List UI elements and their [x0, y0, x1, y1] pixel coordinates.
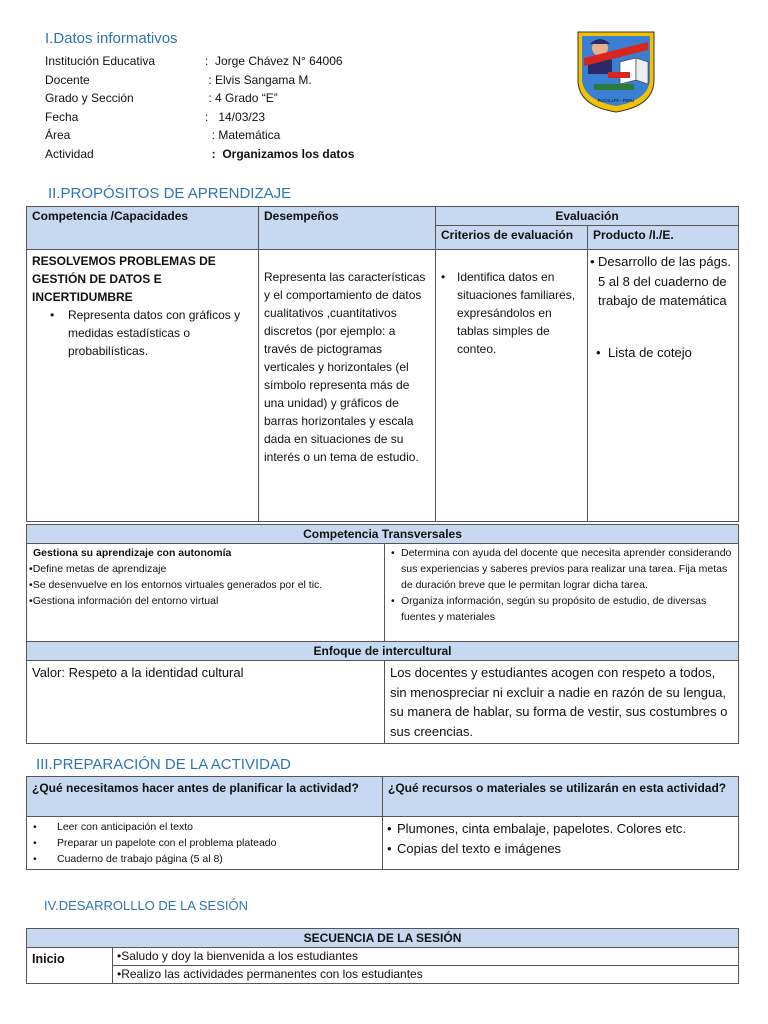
info-value: : Jorge Chávez N° 64006 — [205, 54, 343, 68]
criterio-cell — [436, 250, 588, 522]
section-1-title: I.Datos informativos — [45, 30, 178, 47]
transversal-right — [385, 544, 739, 642]
header-competencia: Competencia /Capacidades — [27, 207, 259, 250]
list-item: • Cuaderno de trabajo página (5 al 8) — [33, 853, 223, 865]
info-row — [45, 52, 354, 71]
bullet-icon: • — [387, 840, 392, 856]
list-item: • Leer con anticipación el texto — [33, 821, 194, 833]
school-crest-logo — [574, 28, 658, 114]
producto-text: Lista de cotejo — [608, 344, 692, 360]
header-evaluacion: Evaluación — [436, 207, 739, 226]
prep-question-1: ¿Qué necesitamos hacer antes de planificar la actividad? — [27, 777, 383, 817]
producto-item — [590, 252, 733, 311]
bullet-icon: • — [387, 821, 392, 836]
bullet-icon: • — [33, 837, 37, 849]
section-4-title: IV.DESARROLLLO DE LA SESIÓN — [44, 898, 248, 913]
info-row — [45, 71, 354, 90]
section-2-title: II.PROPÓSITOS DE APRENDIZAJE — [48, 185, 292, 202]
prep-left-list — [27, 817, 383, 870]
info-value: : Matemática — [205, 128, 281, 143]
bullet-icon: • — [391, 547, 395, 559]
enfoque-desc: Los docentes y estudiantes acogen con respeto a todos, sin menospreciar ni excluir a nadie en razón de su lengua, su manera de hablar, su forma de vestir, sus costumbres o sus creencias. — [385, 661, 739, 744]
transversal-left — [27, 544, 385, 642]
info-row — [45, 89, 354, 108]
sequence-title: SECUENCIA DE LA SESIÓN — [27, 929, 739, 948]
info-row — [45, 108, 354, 127]
bullet-icon: • — [33, 821, 37, 833]
info-row — [45, 145, 354, 164]
info-row — [45, 126, 354, 145]
purposes-table — [26, 206, 739, 522]
criterio-text: Identifica datos en situaciones familiares, expresándolos en tablas simples de conteo. — [457, 270, 576, 356]
info-value: : Organizamos los datos — [205, 146, 355, 161]
transversal-table — [26, 524, 739, 744]
list-item: •Realizo las actividades permanentes con los estudiantes — [113, 965, 738, 983]
prep-question-2: ¿Qué recursos o materiales se utilizarán en esta actividad? — [383, 777, 739, 817]
prep-right-list — [383, 817, 739, 870]
list-item: •Gestiona información del entorno virtual — [29, 595, 219, 607]
info-value: : Elvis Sangama M. — [205, 72, 312, 87]
header-producto: Producto /I./E. — [588, 226, 739, 250]
bullet-icon: • — [50, 308, 55, 322]
sequence-table — [26, 928, 739, 984]
list-item: • Organiza información, según su propósito de estudio, de diversas fuentes y materiales — [391, 595, 707, 623]
desempeno-cell: Representa las características y el comportamiento de datos cualitativos ,cuantitativos discretos (por ejemplo: a través de pictogramas verticales y horizontales (el símbolo representa más de una unidad) y gráficos de barras horizontales y escala dada en situaciones de su interés o un tema de estudio. — [259, 250, 436, 522]
list-item: •Se desenvuelve en los entornos virtuales generados por el tic. — [29, 579, 323, 591]
competencia-cell — [27, 250, 259, 522]
info-label: Área — [45, 128, 71, 143]
header-desempenos: Desempeños — [259, 207, 436, 250]
list-item: • Copias del texto e imágenes — [387, 839, 733, 859]
inicio-label: Inicio — [27, 948, 113, 984]
producto-item — [590, 343, 733, 363]
bullet-icon: • — [391, 595, 395, 607]
enfoque-title: Enfoque de intercultural — [27, 642, 739, 661]
producto-cell — [588, 250, 739, 522]
capacidad-text: Representa datos con gráficos y medidas estadísticas o probabilísticas. — [68, 308, 241, 358]
criterio-item — [441, 268, 582, 358]
info-label: Docente — [45, 72, 90, 87]
list-item: •Saludo y doy la bienvenida a los estudiantes — [117, 949, 359, 963]
logo-caption: PUCALLPA - PERU — [597, 98, 635, 103]
info-fields — [45, 52, 354, 164]
bullet-icon: • — [590, 254, 595, 269]
transversal-title: Competencia Transversales — [27, 525, 739, 544]
bullet-icon: • — [33, 853, 37, 865]
list-item: • Plumones, cinta embalaje, papelotes. Colores etc. — [387, 819, 733, 839]
info-label: Fecha — [45, 109, 79, 124]
info-value: : 14/03/23 — [205, 109, 266, 124]
list-item: • Preparar un papelote con el problema plateado — [33, 837, 277, 849]
list-item: • Determina con ayuda del docente que necesita aprender considerando sus experiencias y saberes previos para realizar una tarea. Fija metas de duración breve que le permitan lograr dicha tarea. — [391, 547, 732, 591]
preparation-table — [26, 776, 739, 870]
info-label: Institución Educativa — [45, 54, 156, 68]
list-item: •Define metas de aprendizaje — [29, 563, 167, 575]
inicio-items — [113, 948, 739, 984]
info-label: Grado y Sección — [45, 91, 134, 106]
section-3-title: III.PREPARACIÓN DE LA ACTIVIDAD — [36, 756, 291, 773]
transversal-left-title: Gestiona su aprendizaje con autonomía — [33, 547, 232, 559]
info-value: : 4 Grado “E” — [205, 91, 278, 106]
competencia-title: RESOLVEMOS PROBLEMAS DE GESTIÓN DE DATOS E INCERTIDUMBRE — [32, 254, 216, 304]
header-criterios: Criterios de evaluación — [436, 226, 588, 250]
bullet-icon: • — [596, 344, 601, 360]
info-label: Actividad — [45, 146, 94, 161]
bullet-icon: • — [441, 270, 446, 284]
producto-text: Desarrollo de las págs. 5 al 8 del cuaderno de trabajo de matemática — [598, 254, 731, 308]
enfoque-valor: Valor: Respeto a la identidad cultural — [27, 661, 385, 744]
capacidad-item — [32, 306, 253, 360]
